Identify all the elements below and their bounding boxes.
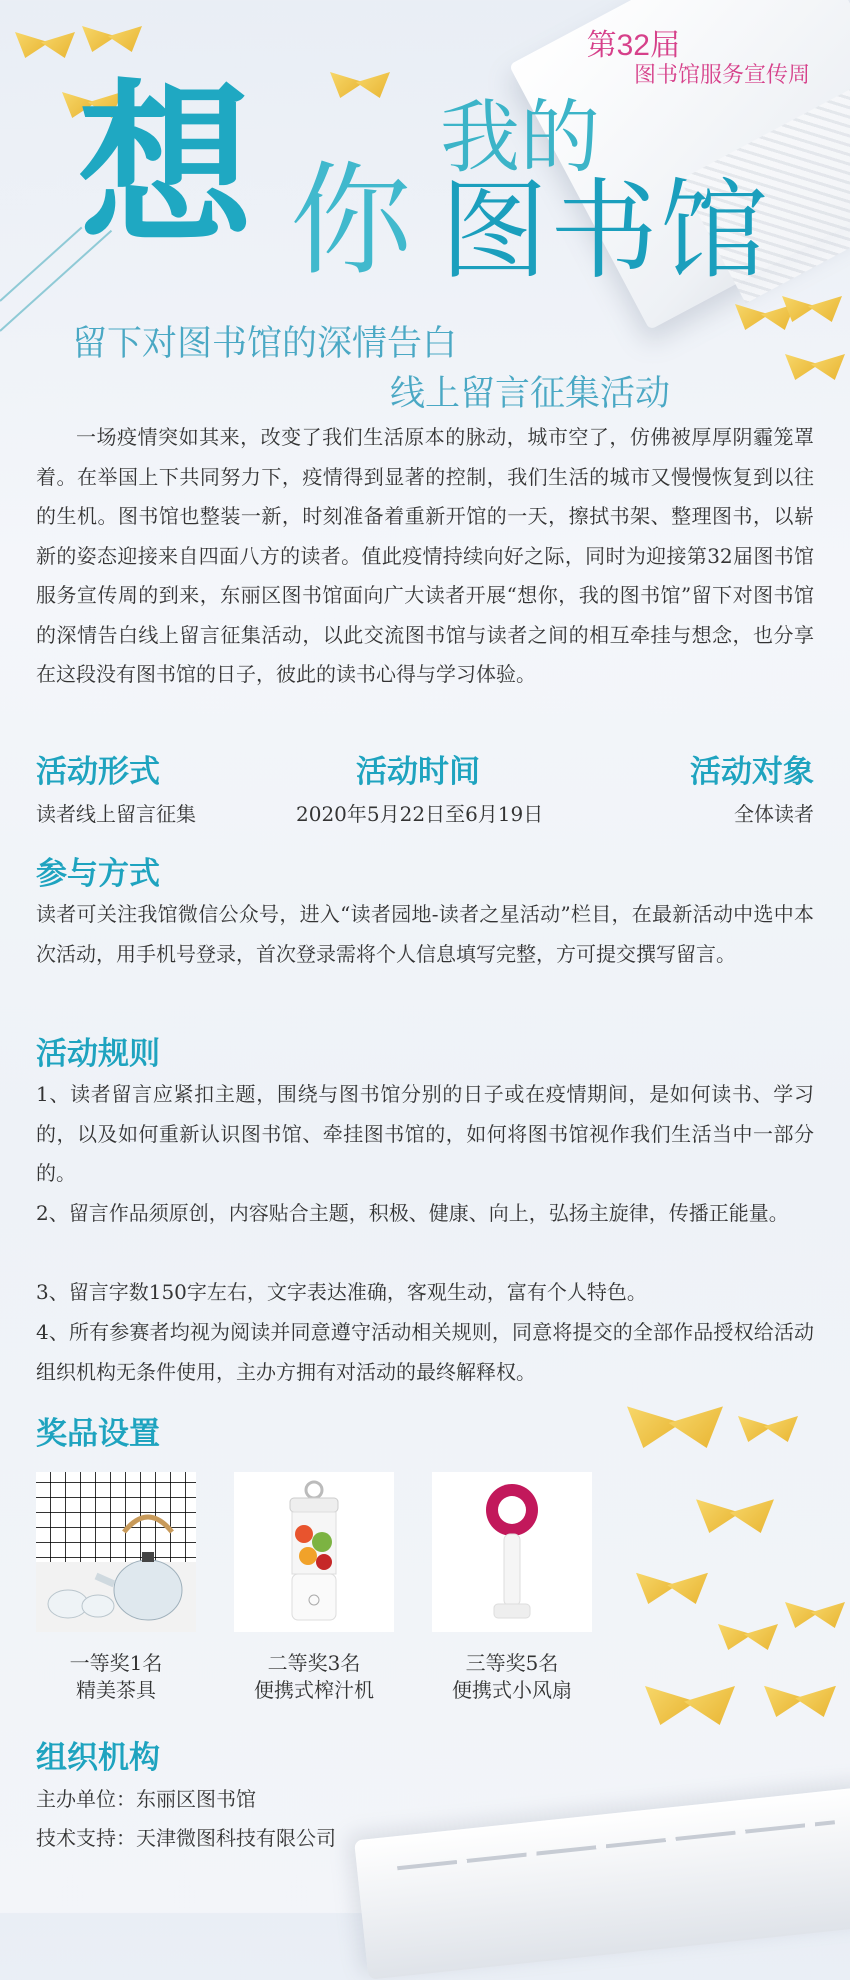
prize-rank: 三等奖5名 bbox=[465, 1651, 559, 1675]
prize-second bbox=[214, 1650, 414, 1704]
time-heading: 活动时间 bbox=[356, 754, 480, 790]
participation-heading: 参与方式 bbox=[36, 856, 160, 892]
rule-item: 1、读者留言应紧扣主题，围绕与图书馆分别的日子或在疫情期间，是如何读书、学习的，以及如何重新认识图书馆、牵挂图书馆的，如何将图书馆视作我们生活当中一部分的。 bbox=[36, 1082, 814, 1185]
intro-paragraph: 一场疫情突如其来，改变了我们生活原本的脉动，城市空了，仿佛被厚厚阴霾笼罩着。在举国上下共同努力下，疫情得到显著的控制，我们生活的城市又慢慢恢复到以往的生机。图书馆也整装一新，时刻准备着重新开馆的一天，擦拭书架、整理图书，以崭新的姿态迎接来自四面八方的读者。值此疫情持续向好之际，同时为迎接第32届图书馆服务宣传周的到来，东丽区图书馆面向广大读者开展“想你，我的图书馆”留下对图书馆的深情告白线上留言征集活动，以此交流图书馆与读者之间的相互牵挂与想念，也分享在这段没有图书馆的日子，彼此的读书心得与学习体验。 bbox=[36, 425, 814, 686]
target-heading: 活动对象 bbox=[690, 754, 814, 790]
form-heading: 活动形式 bbox=[36, 754, 160, 790]
rule-item: 3、留言字数150字左右，文字表达准确，客观生动，富有个人特色。 bbox=[36, 1280, 647, 1304]
prize-name: 精美茶具 bbox=[76, 1678, 156, 1702]
subtitle-campaign: 线上留言征集活动 bbox=[390, 374, 671, 414]
prize-rank: 一等奖1名 bbox=[69, 1651, 163, 1675]
edition-subtitle: 图书馆服务宣传周 bbox=[633, 62, 810, 87]
prize-name: 便携式榨汁机 bbox=[254, 1678, 374, 1702]
rule-item: 4、所有参赛者均视为阅读并同意遵守活动相关规则，同意将提交的全部作品授权给活动组织机构无条件使用，主办方拥有对活动的最终解释权。 bbox=[36, 1320, 814, 1384]
target-value: 全体读者 bbox=[734, 802, 814, 826]
juicer-icon bbox=[234, 1472, 394, 1632]
time-value: 2020年5月22日至6月19日 bbox=[296, 802, 544, 826]
fan-icon bbox=[432, 1472, 592, 1632]
title-wode: 我的 bbox=[440, 91, 600, 184]
diagonal-line bbox=[0, 227, 82, 302]
form-value: 读者线上留言征集 bbox=[36, 802, 196, 826]
prize-first bbox=[16, 1650, 216, 1704]
host-line: 主办单位：东丽区图书馆 bbox=[36, 1787, 256, 1811]
tea-set-image bbox=[36, 1472, 196, 1632]
title-library: 图书馆 bbox=[440, 169, 771, 294]
organization-heading: 组织机构 bbox=[36, 1740, 160, 1776]
juicer-image bbox=[234, 1472, 394, 1632]
edition-label: 第32届 bbox=[586, 29, 680, 62]
subtitle-confession: 留下对图书馆的深情告白 bbox=[72, 324, 458, 364]
prize-name: 便携式小风扇 bbox=[452, 1678, 572, 1702]
rule-item: 2、留言作品须原创，内容贴合主题，积极、健康、向上，弘扬主旋律，传播正能量。 bbox=[36, 1201, 789, 1225]
open-book-decoration bbox=[354, 1786, 850, 1980]
title-char-xiang: 想 bbox=[78, 66, 253, 269]
prize-rank: 二等奖3名 bbox=[267, 1651, 361, 1675]
rules-heading: 活动规则 bbox=[36, 1036, 160, 1072]
prize-third bbox=[412, 1650, 612, 1704]
support-line: 技术支持：天津微图科技有限公司 bbox=[36, 1826, 336, 1850]
prizes-heading: 奖品设置 bbox=[36, 1416, 160, 1452]
participation-text: 读者可关注我馆微信公众号，进入“读者园地-读者之星活动”栏目，在最新活动中选中本次活动，用手机号登录，首次登录需将个人信息填写完整，方可提交撰写留言。 bbox=[36, 902, 814, 966]
teapot-icon bbox=[36, 1472, 196, 1632]
title-char-ni: 你 bbox=[290, 150, 412, 292]
fan-image bbox=[432, 1472, 592, 1632]
